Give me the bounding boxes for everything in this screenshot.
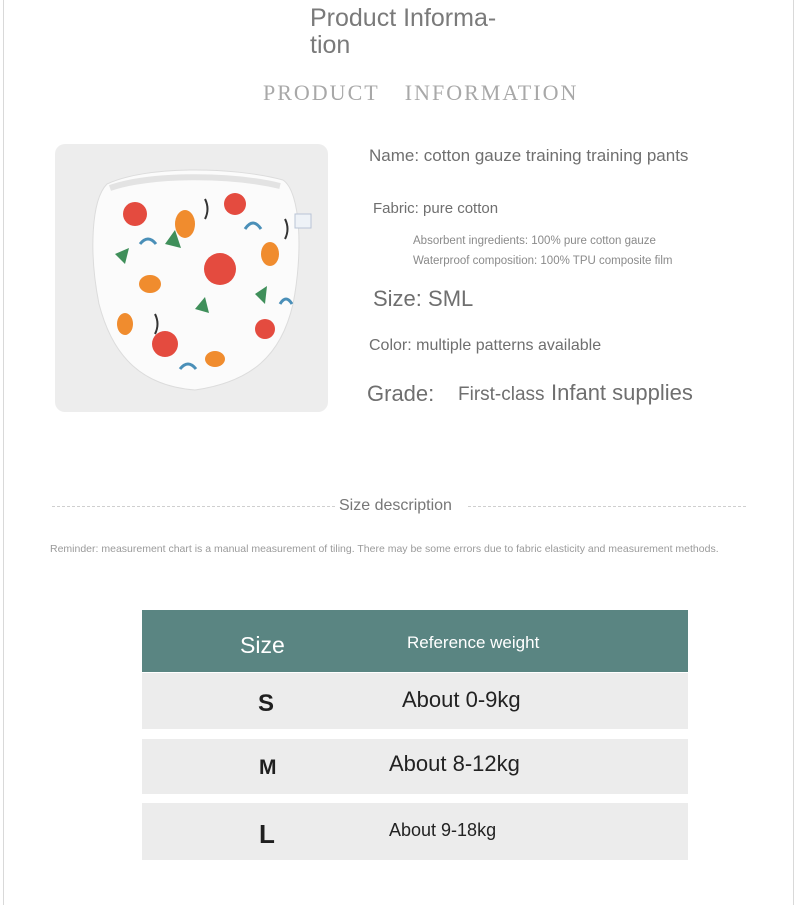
page-subtitle: PRODUCT INFORMATION [263,80,579,105]
page-title-text: Product Informa- tion [310,4,497,59]
absorbent-ingredients: Absorbent ingredients: 100% pure cotton gauze [413,235,656,247]
divider-right [468,506,746,507]
divider-left [52,506,335,507]
page-title [310,5,540,59]
size-cell: L [259,819,275,849]
product-name: Name: cotton gauze training training pants [369,146,689,165]
product-image-card [55,144,328,412]
size-row-l [142,803,688,860]
measurement-reminder: Reminder: measurement chart is a manual measurement of tiling. There may be some errors due to fabric elasticity and measurement methods. [50,543,719,555]
product-color: Color: multiple patterns available [369,337,602,354]
size-description-heading [52,495,746,517]
size-table-header [142,610,688,672]
weight-cell: About 9-18kg [389,820,497,840]
page-border-right [793,0,794,905]
weight-cell: About 0-9kg [402,687,521,712]
grade-value-infant-supplies: Infant supplies [551,380,693,405]
product-fabric: Fabric: pure cotton [373,200,499,217]
page-border-left [3,0,4,905]
header-size: Size [240,632,285,658]
training-pants-image [55,144,328,412]
grade-label: Grade: [367,381,435,406]
size-description-label: Size description [339,497,452,514]
header-reference-weight: Reference weight [407,633,540,652]
grade-value-first-class: First-class [458,384,545,405]
size-cell: M [259,756,277,779]
waterproof-composition: Waterproof composition: 100% TPU composite film [413,255,673,267]
size-row-m [142,739,688,794]
size-cell: S [258,690,275,717]
size-row-s [142,673,688,729]
weight-cell: About 8-12kg [389,751,520,776]
product-size: Size: SML [373,286,474,311]
